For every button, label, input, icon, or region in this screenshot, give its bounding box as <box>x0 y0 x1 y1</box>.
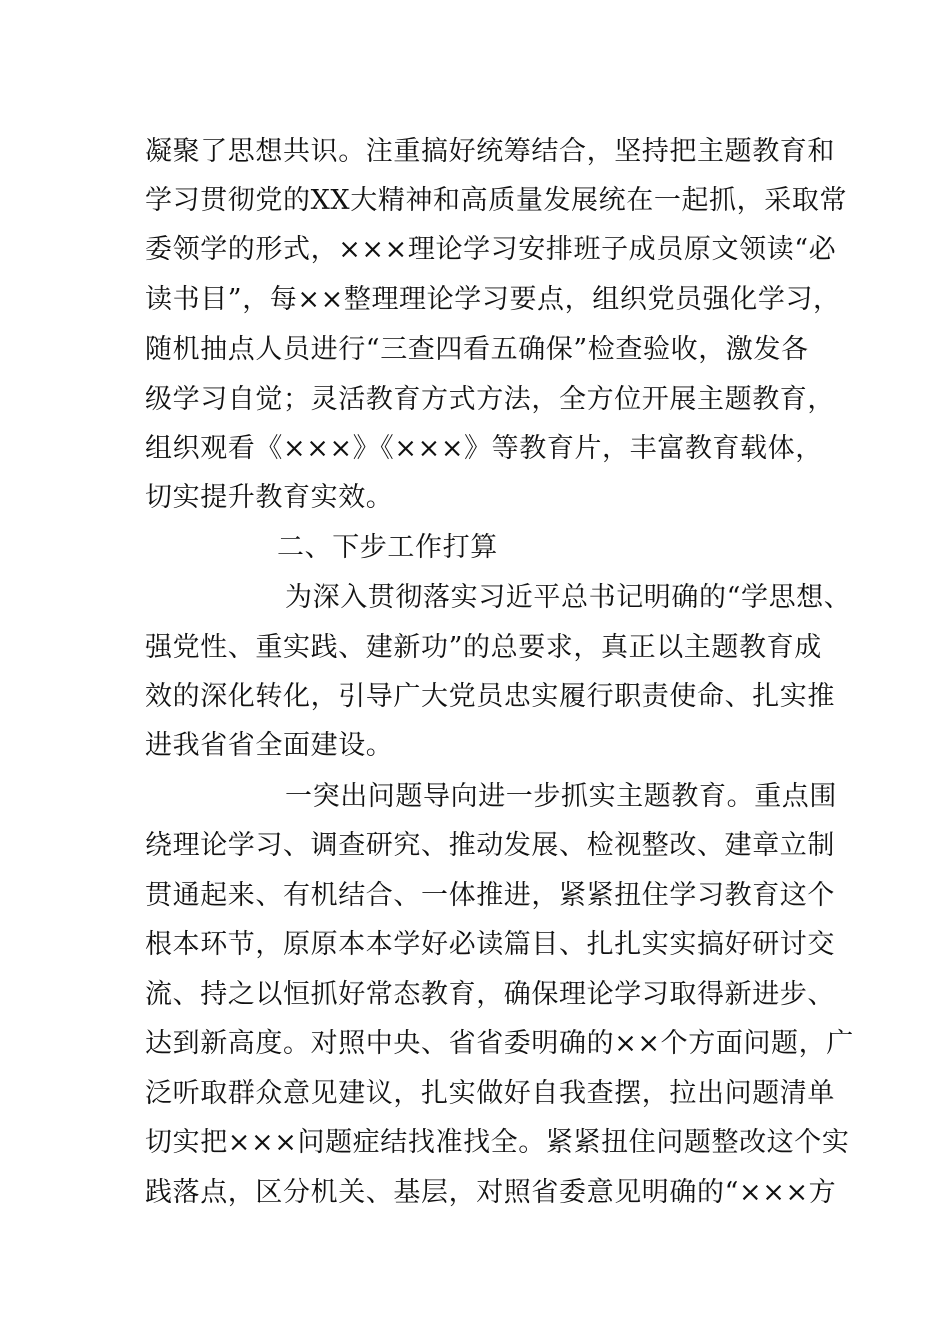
text-line: 践落点，区分机关、基层，对照省委意见明确的“×××方 <box>145 1177 837 1208</box>
text-line: 达到新高度。对照中央、省省委明确的××个方面问题，广 <box>145 1028 854 1059</box>
text-line: 级学习自觉；灵活教育方式方法，全方位开展主题教育， <box>145 384 835 415</box>
section-heading: 二、下步工作打算 <box>277 532 498 563</box>
text-line: 委领学的形式，×××理论学习安排班子成员原文领读“必 <box>145 234 837 265</box>
paragraph-first-line: 为深入贯彻落实习近平总书记明确的“学思想、 <box>285 582 852 613</box>
text-line: 效的深化转化，引导广大党员忠实履行职责使命、扎实推 <box>145 681 835 712</box>
text-line: 凝聚了思想共识。注重搞好统筹结合，坚持把主题教育和 <box>145 136 835 167</box>
text-line: 贯通起来、有机结合、一体推进，紧紧扭住学习教育这个 <box>145 880 835 911</box>
text-line: 进我省省全面建设。 <box>145 730 394 761</box>
text-line: 绕理论学习、调查研究、推动发展、检视整改、建章立制 <box>145 830 835 861</box>
text-line: 流、持之以恒抓好常态教育，确保理论学习取得新进步、 <box>145 979 835 1010</box>
text-line: 切实把×××问题症结找准找全。紧紧扭住问题整改这个实 <box>145 1127 850 1158</box>
text-line: 切实提升教育实效。 <box>145 482 394 513</box>
paragraph-first-line: 一突出问题导向进一步抓实主题教育。重点围 <box>285 781 837 812</box>
text-line: 随机抽点人员进行“三查四看五确保”检查验收，激发各 <box>145 334 809 365</box>
text-line: 学习贯彻党的XX大精神和高质量发展统在一起抓，采取常 <box>145 185 848 216</box>
text-line: 强党性、重实践、建新功”的总要求，真正以主题教育成 <box>145 632 822 663</box>
text-line: 组织观看《×××》《×××》等教育片，丰富教育载体， <box>145 433 823 464</box>
text-line: 泛听取群众意见建议，扎实做好自我查摆，拉出问题清单 <box>145 1078 835 1109</box>
text-line: 读书目”，每××整理理论学习要点，组织党员强化学习， <box>145 284 841 315</box>
text-line: 根本环节，原原本本学好必读篇目、扎扎实实搞好研讨交 <box>145 929 835 960</box>
